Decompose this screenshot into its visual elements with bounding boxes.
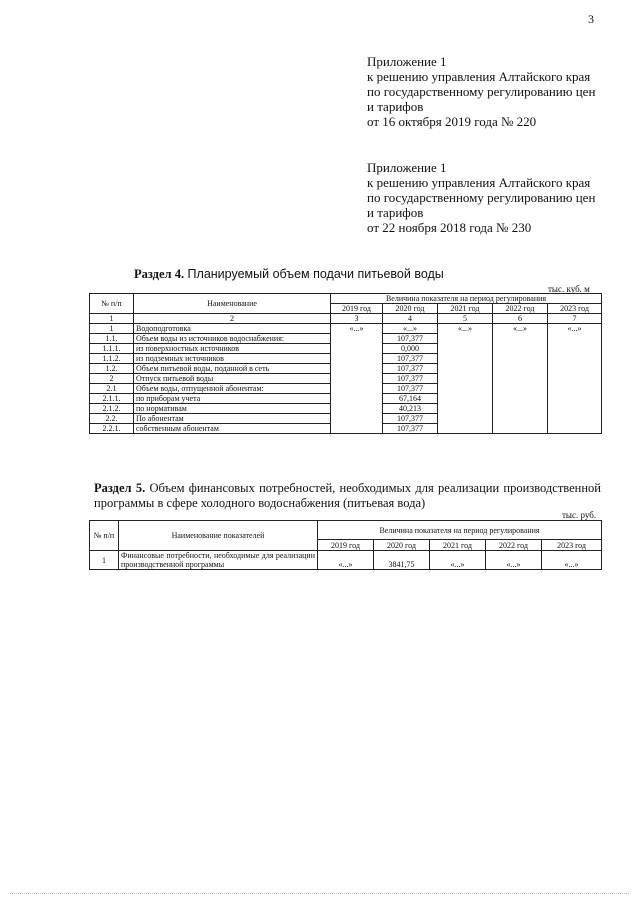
row-num: 2.1.2.	[90, 404, 134, 414]
column-number: 5	[438, 314, 493, 324]
value-2020: «...»	[383, 324, 438, 334]
row-num: 2.2.	[90, 414, 134, 424]
row-name: Объем питьевой воды, поданной в сеть	[134, 364, 331, 374]
section5-label: Раздел 5.	[94, 481, 146, 495]
row-num: 2	[90, 374, 134, 384]
value-2020: 107,377	[383, 364, 438, 374]
value-2020: 40,213	[383, 404, 438, 414]
appendix-line: к решению управления Алтайского края	[367, 69, 591, 84]
column-number: 3	[331, 314, 383, 324]
row-num: 1	[90, 324, 134, 334]
header-year: 2021 год	[430, 540, 486, 551]
row-num: 1.1.1.	[90, 344, 134, 354]
section5-title	[94, 481, 601, 511]
value-2020: 107,377	[383, 424, 438, 434]
row-name: из поверхностных источников	[134, 344, 331, 354]
appendix-line: к решению управления Алтайского края	[367, 175, 591, 190]
section4-unit: тыс. куб. м	[548, 284, 590, 294]
row-name: Объем воды из источников водоснабжения:	[134, 334, 331, 344]
row-num: 1.1.2.	[90, 354, 134, 364]
header-num: № п/п	[90, 521, 119, 551]
row-name: Финансовые потребности, необходимые для реализации производственной программы	[119, 551, 318, 570]
row-name: Водоподготовка	[134, 324, 331, 334]
column-number: 2	[134, 314, 331, 324]
header-name: Наименование	[134, 294, 331, 314]
appendix-line: и тарифов	[367, 99, 424, 114]
value-2021: «...»	[438, 324, 493, 434]
table-row	[90, 551, 602, 570]
value-2021: «...»	[430, 551, 486, 570]
section4-title-text: Планируемый объем подачи питьевой воды	[184, 267, 444, 281]
column-number: 1	[90, 314, 134, 324]
value-2020: 3841,75	[374, 551, 430, 570]
row-name: Отпуск питьевой воды	[134, 374, 331, 384]
header-year: 2019 год	[331, 304, 383, 314]
appendix-line: Приложение 1	[367, 54, 447, 69]
header-year: 2023 год	[548, 304, 602, 314]
column-number: 6	[493, 314, 548, 324]
appendix-line: по государственному регулированию цен	[367, 84, 596, 99]
header-year: 2021 год	[438, 304, 493, 314]
row-num: 1	[90, 551, 119, 570]
column-number: 4	[383, 314, 438, 324]
header-period: Величина показателя на период регулирования	[331, 294, 602, 304]
row-name: по приборам учета	[134, 394, 331, 404]
value-2020: 107,377	[383, 414, 438, 424]
value-2023: «...»	[548, 324, 602, 434]
financial-needs-table	[89, 520, 602, 570]
value-2020: 107,377	[383, 384, 438, 394]
header-year: 2023 год	[542, 540, 602, 551]
appendix-line: от 22 ноября 2018 года № 230	[367, 220, 532, 235]
column-number: 7	[548, 314, 602, 324]
page-number: 3	[588, 12, 594, 26]
section5-unit: тыс. руб.	[562, 510, 597, 520]
appendix-line: от 16 октября 2019 года № 220	[367, 114, 537, 129]
appendix-header-previous	[367, 160, 617, 235]
row-name: по нормативам	[134, 404, 331, 414]
header-year: 2020 год	[383, 304, 438, 314]
value-2020: 67,164	[383, 394, 438, 404]
value-2020: 107,377	[383, 334, 438, 344]
row-num: 2.2.1.	[90, 424, 134, 434]
value-2019: «...»	[331, 324, 383, 434]
row-name: Объем воды, отпущенной абонентам:	[134, 384, 331, 394]
section4-label: Раздел 4.	[134, 267, 185, 281]
header-year: 2022 год	[486, 540, 542, 551]
header-year: 2022 год	[493, 304, 548, 314]
section4-title	[134, 267, 444, 282]
appendix-header-current	[367, 54, 617, 129]
row-num: 1.2.	[90, 364, 134, 374]
appendix-line: и тарифов	[367, 205, 424, 220]
row-name: собственным абонентам	[134, 424, 331, 434]
section5-title-text: Объем финансовых потребностей, необходимых для реализации производственной программы в сфере холодного водоснабжения (питьевая вода)	[94, 481, 601, 510]
appendix-line: по государственному регулированию цен	[367, 190, 596, 205]
row-name: По абонентам	[134, 414, 331, 424]
value-2022: «...»	[486, 551, 542, 570]
row-name: из подземных источников	[134, 354, 331, 364]
value-2020: 0,000	[383, 344, 438, 354]
page-bottom-edge	[10, 893, 629, 894]
table-row	[90, 324, 602, 334]
appendix-line: Приложение 1	[367, 160, 447, 175]
value-2019: «...»	[318, 551, 374, 570]
value-2020: 107,377	[383, 354, 438, 364]
water-volume-table	[89, 293, 602, 434]
row-num: 2.1.1.	[90, 394, 134, 404]
value-2023: «...»	[542, 551, 602, 570]
header-period: Величина показателя на период регулирования	[318, 521, 602, 540]
row-num: 2.1	[90, 384, 134, 394]
header-name: Наименование показателей	[119, 521, 318, 551]
value-2020: 107,377	[383, 374, 438, 384]
header-year: 2019 год	[318, 540, 374, 551]
header-num: № п/п	[90, 294, 134, 314]
value-2022: «...»	[493, 324, 548, 434]
row-num: 1.1.	[90, 334, 134, 344]
header-year: 2020 год	[374, 540, 430, 551]
